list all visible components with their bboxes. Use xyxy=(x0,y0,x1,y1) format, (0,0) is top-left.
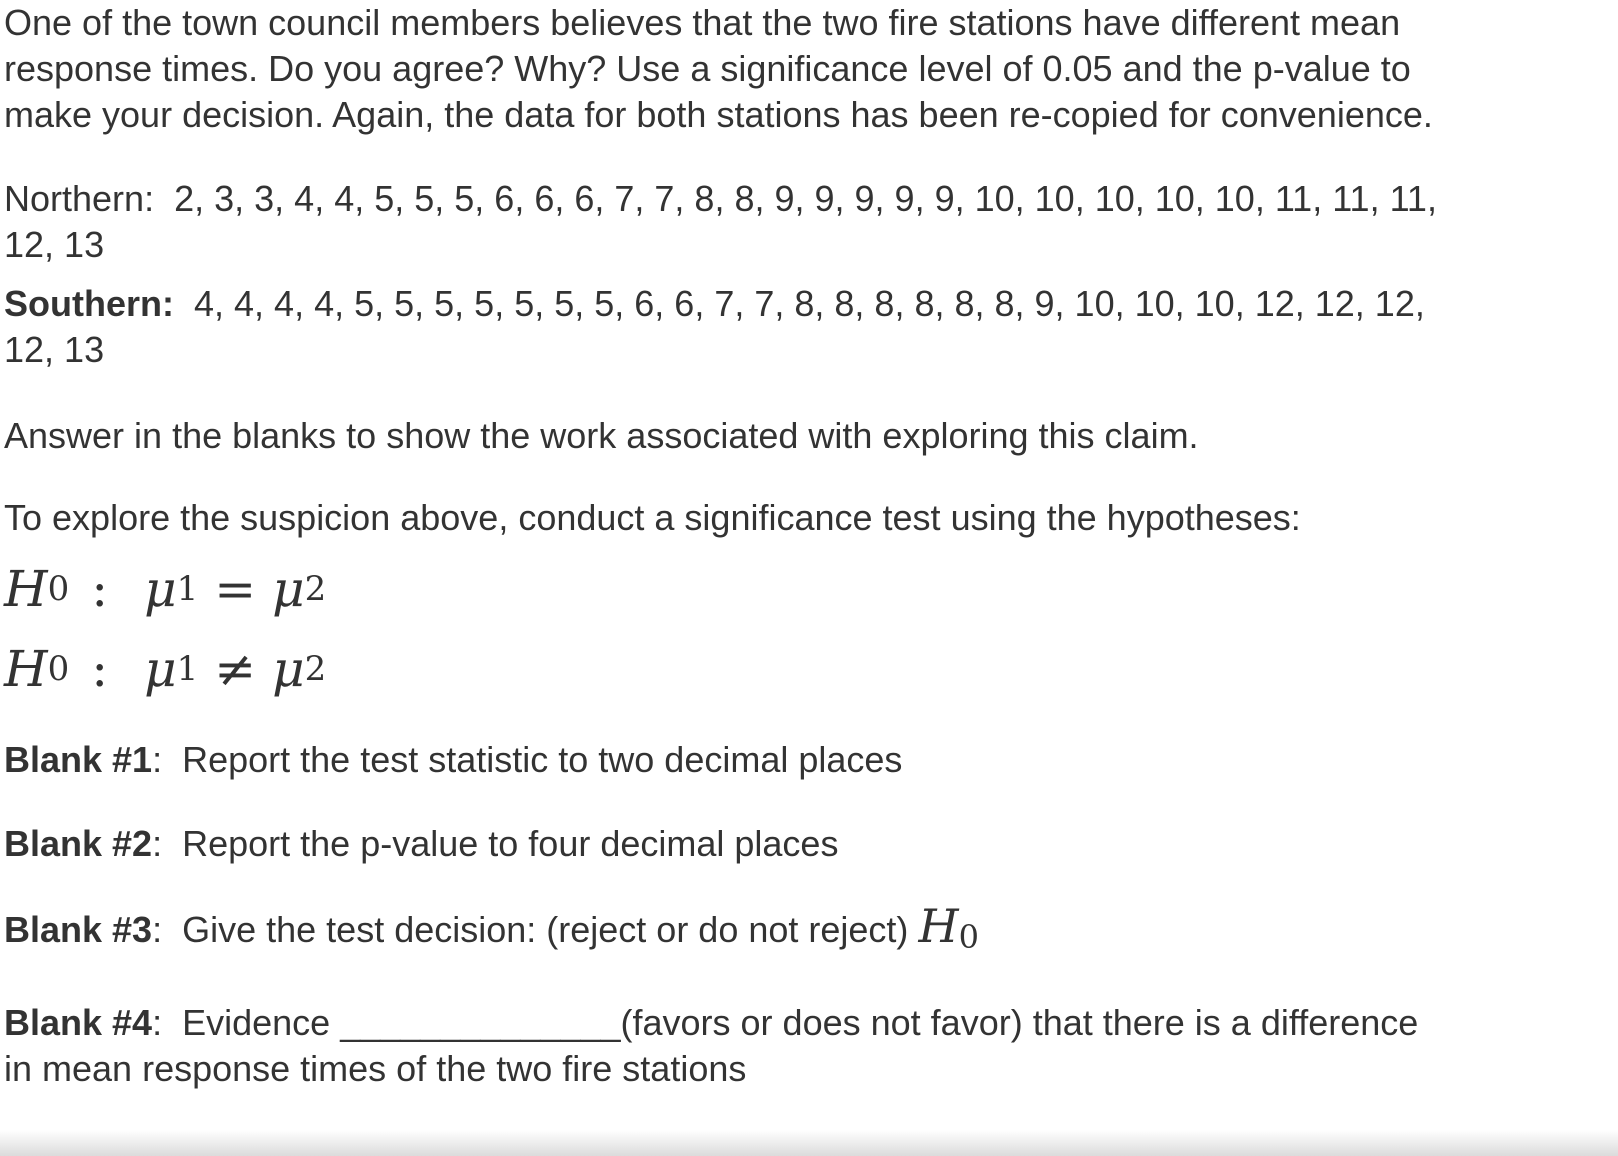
bottom-shadow xyxy=(0,1130,1618,1156)
h0-symbol xyxy=(918,899,979,956)
question-page xyxy=(4,0,1444,1092)
blank-4: Blank #4: Evidence ______________(favors or does not favor) that there is a difference in mean response times of the two fire stations xyxy=(4,1002,1419,1089)
northern-values: 2, 3, 3, 4, 4, 5, 5, 5, 6, 6, 6, 7, 7, 8, 8, 9, 9, 9, 9, 9, 10, 10, 10, 10, 10, 11, 11, 11, 12, 13 xyxy=(4,178,1437,265)
mu-subscript: 2 xyxy=(304,569,327,609)
null-hypothesis xyxy=(4,549,1444,629)
mu-subscript: 1 xyxy=(176,569,199,609)
blank-4-label: Blank #4 xyxy=(4,1002,153,1043)
blank-2-label: Blank #2 xyxy=(4,823,153,864)
blank-3: Blank #3: Give the test decision: (reject or do not reject) H0 xyxy=(4,899,979,956)
h-subscript: 0 xyxy=(47,649,70,689)
blank-3-text: Give the test decision: (reject or do not reject) xyxy=(182,909,909,950)
northern-label: Northern: xyxy=(4,178,155,219)
h-symbol: H xyxy=(4,560,48,618)
southern-data xyxy=(4,281,1444,373)
hypotheses-intro: To explore the suspicion above, conduct a significance test using the hypotheses: xyxy=(4,497,1301,538)
blank-4-text-after: (favors or does not favor) that there is a difference in mean response times of the two fire stations xyxy=(4,1002,1419,1089)
blank-2: Blank #2: Report the p-value to four decimal places xyxy=(4,823,839,864)
southern-label: Southern: xyxy=(4,283,174,324)
alternative-hypothesis xyxy=(4,629,1444,709)
colon: : xyxy=(91,640,109,698)
blank-3-label: Blank #3 xyxy=(4,909,153,950)
blank-4-underline: ______________ xyxy=(340,1002,621,1043)
equals-operator: = xyxy=(214,560,257,618)
northern-data xyxy=(4,176,1444,268)
blank-1-label: Blank #1 xyxy=(4,739,153,780)
blank-1-text: Report the test statistic to two decimal places xyxy=(182,739,903,780)
h-subscript: 0 xyxy=(958,918,979,956)
h-symbol: H xyxy=(918,899,959,953)
mu-symbol: μ xyxy=(144,640,177,698)
mu-subscript: 2 xyxy=(304,649,327,689)
question-intro: One of the town council members believes that the two fire stations have different mean response times. Do you agree? Why? Use a significance level of 0.05 and the p-value to make your decision. Again, the data for both stations has been re-copied for convenience. xyxy=(4,2,1433,135)
answer-instruction: Answer in the blanks to show the work associated with exploring this claim. xyxy=(4,415,1199,456)
mu-symbol: μ xyxy=(272,560,305,618)
mu-subscript: 1 xyxy=(176,649,199,689)
h-symbol: H xyxy=(4,640,48,698)
blank-2-text: Report the p-value to four decimal places xyxy=(182,823,839,864)
blank-4-text-before: Evidence xyxy=(182,1002,341,1043)
blank-1: Blank #1: Report the test statistic to two decimal places xyxy=(4,739,903,780)
mu-symbol: μ xyxy=(272,640,305,698)
colon: : xyxy=(91,560,109,618)
not-equals-operator: ≠ xyxy=(214,640,257,698)
mu-symbol: μ xyxy=(144,560,177,618)
h-subscript: 0 xyxy=(47,569,70,609)
southern-values: 4, 4, 4, 4, 5, 5, 5, 5, 5, 5, 5, 6, 6, 7, 7, 8, 8, 8, 8, 8, 8, 9, 10, 10, 10, 12, 12, 12, 12, 13 xyxy=(4,283,1425,370)
